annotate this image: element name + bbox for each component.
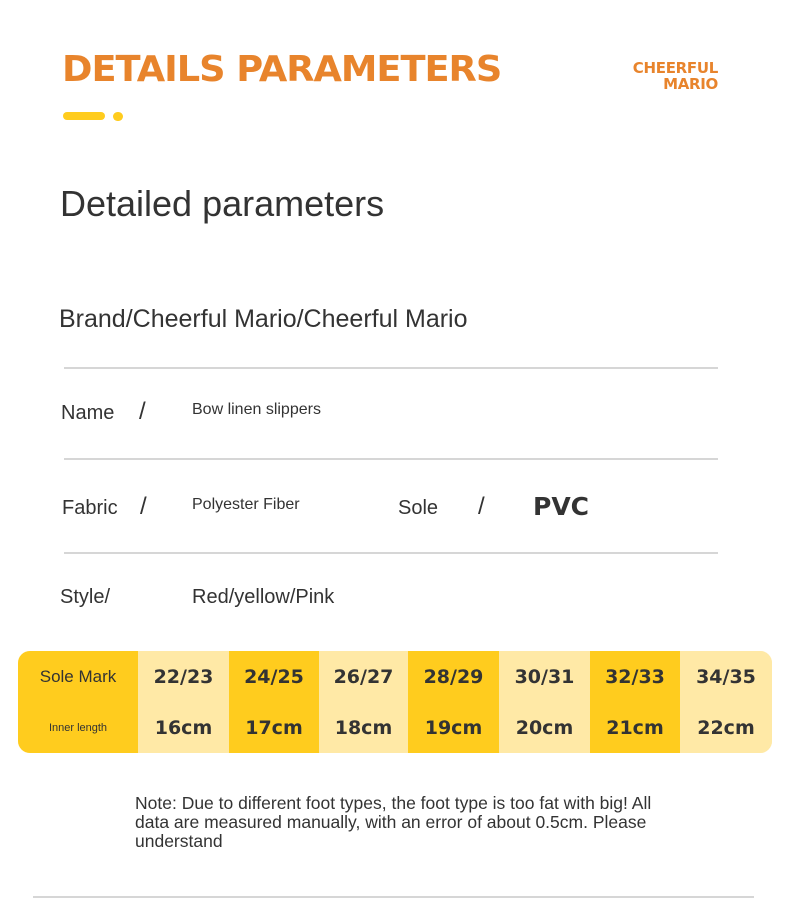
brand-logo-line2: MARIO: [663, 75, 718, 93]
size-column: [138, 651, 229, 753]
size-column: [499, 651, 590, 753]
inner-length-cell: 20cm: [515, 716, 574, 739]
size-column: [229, 651, 319, 753]
size-column: [680, 651, 772, 753]
inner-length-cell: 21cm: [606, 716, 664, 739]
sole-mark-cell: 22/23: [153, 665, 214, 688]
page-title: DETAILS PARAMETERS: [62, 49, 502, 90]
divider: [64, 367, 718, 369]
sole-mark-cell: 26/27: [333, 665, 394, 688]
inner-length-cell: 19cm: [424, 716, 483, 739]
sole-label: Sole: [398, 497, 439, 519]
sole-mark-cell: 34/35: [696, 665, 756, 688]
brand-line: Brand/Cheerful Mario/Cheerful Mario: [59, 305, 468, 333]
inner-length-cell: 16cm: [154, 716, 213, 739]
inner-length-cell: 17cm: [245, 716, 303, 739]
sole-mark-cell: 32/33: [605, 665, 665, 688]
sole-separator: /: [478, 493, 485, 520]
name-label: Name: [61, 402, 115, 424]
size-column: [590, 651, 680, 753]
fabric-label: Fabric: [62, 497, 118, 519]
name-value: Bow linen slippers: [192, 401, 321, 418]
style-value: Red/yellow/Pink: [192, 586, 335, 608]
size-table: [18, 651, 772, 753]
title-underline-bar: [63, 112, 105, 120]
style-label: Style/: [60, 586, 111, 608]
inner-length-cell: 22cm: [697, 716, 755, 739]
brand-logo-line1: CHEERFUL: [632, 59, 718, 77]
inner-length-cell: 18cm: [334, 716, 393, 739]
sole-mark-label: Sole Mark: [39, 666, 117, 686]
sole-mark-cell: 30/31: [514, 665, 575, 688]
size-table-header-column: [18, 651, 138, 753]
sole-mark-cell: 24/25: [244, 665, 304, 688]
name-separator: /: [139, 398, 146, 425]
sole-value: PVC: [533, 492, 590, 521]
size-column: [408, 651, 499, 753]
title-underline-dot: [113, 112, 123, 121]
fabric-value: Polyester Fiber: [192, 496, 300, 513]
footer-divider: [33, 896, 754, 898]
sole-mark-cell: 28/29: [423, 665, 484, 688]
section-heading: Detailed parameters: [60, 183, 385, 224]
measurement-note: Note: Due to different foot types, the foot type is too fat with big! All data are measured manually, with an error of about 0.5cm. Please understand: [135, 793, 652, 851]
size-column: [319, 651, 408, 753]
divider: [64, 458, 718, 460]
brand-logo: [633, 60, 718, 92]
fabric-separator: /: [140, 493, 147, 520]
inner-length-label: Inner length: [48, 721, 108, 734]
divider: [64, 552, 718, 554]
